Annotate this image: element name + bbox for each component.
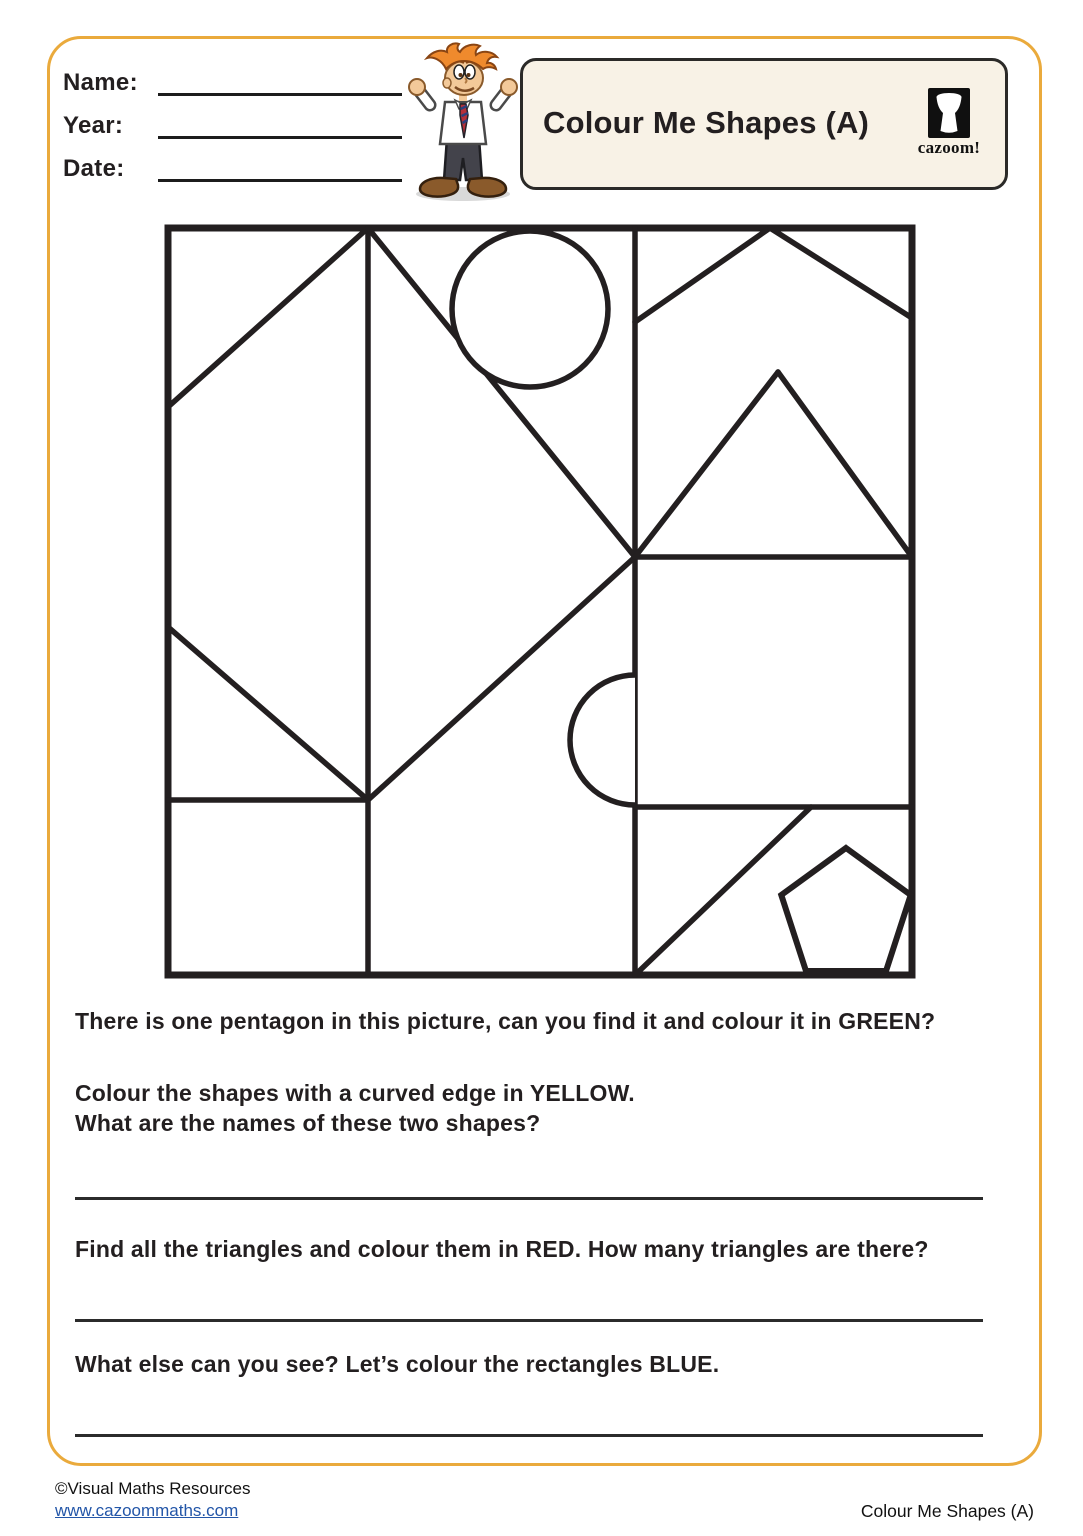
question-rectangles: What else can you see? Let’s colour the rectangles BLUE. [75, 1351, 720, 1377]
cazoom-logo [907, 88, 991, 158]
answer-line-1 [75, 1197, 983, 1200]
website-link[interactable]: www.cazoommaths.com [55, 1501, 239, 1520]
drum-icon [928, 88, 970, 138]
footer-doc-title: Colour Me Shapes (A) [860, 1501, 1034, 1521]
date-write-line [158, 179, 402, 182]
year-label: Year: [63, 112, 124, 139]
year-write-line [158, 136, 402, 139]
circle-shape [452, 231, 608, 387]
question-curved-edge: Colour the shapes with a curved edge in YELLOW. [75, 1080, 635, 1106]
logo-brand-text: cazoom! [917, 138, 981, 157]
name-write-line [158, 93, 402, 96]
answer-line-2 [75, 1319, 983, 1322]
answer-line-3 [75, 1434, 983, 1437]
question-triangles: Find all the triangles and colour them in RED. How many triangles are there? [75, 1236, 929, 1262]
shapes-picture [168, 228, 912, 975]
worksheet-title-box [520, 58, 1008, 190]
name-label: Name: [63, 69, 138, 96]
mascot-character-illustration [402, 42, 524, 204]
worksheet-title: Colour Me Shapes (A) [543, 105, 870, 140]
question-pentagon: There is one pentagon in this picture, can you find it and colour it in GREEN? [75, 1008, 936, 1034]
copyright-text: ©Visual Maths Resources [55, 1479, 251, 1498]
question-shape-names: What are the names of these two shapes? [75, 1110, 541, 1136]
date-label: Date: [63, 155, 125, 182]
